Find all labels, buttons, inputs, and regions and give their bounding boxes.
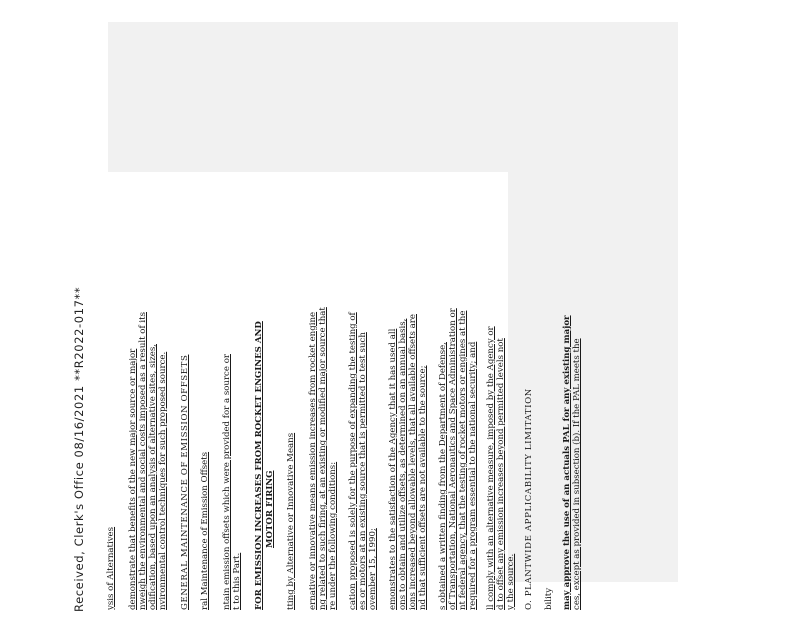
text-line: ions increased beyond allowable levels, that all available offsets are	[408, 314, 418, 610]
text-line: required for a program essential to the national security; and	[468, 341, 478, 610]
subheading-offsetting: tting by Alternative or Innovative Means	[286, 432, 296, 610]
section-heading-pal: O. PLANTWIDE APPLICABILITY LIMITATION	[524, 388, 534, 610]
text-line: ces, except as provided in subsection (b). If the PAL meets the	[572, 338, 582, 610]
text-line: odification, based upon an analysis of alternative sites, sizes,	[148, 344, 158, 610]
scanned-page	[72, 172, 582, 618]
text-line: nvironmental control techniques for such proposed source.	[158, 351, 168, 610]
heading-analysis-of-alternatives: ysis of Alternatives	[106, 526, 116, 610]
page-content	[72, 172, 582, 618]
text-line: nt federal agency, that the testing of rocket motors or engines at the	[458, 310, 468, 610]
text-line: ntain emission offsets which were provided for a source or	[222, 354, 232, 610]
section-heading-rocket-engines: FOR EMISSION INCREASES FROM ROCKET ENGINES AND	[254, 321, 264, 610]
text-line: emonstrates to the satisfaction of the Agency that it has used all	[388, 328, 398, 610]
receipt-stamp: Received, Clerk's Office 08/16/2021 **R2022-017**	[72, 286, 86, 612]
text-line: ng related to such firing, at an existing or modified major source that	[318, 307, 328, 610]
text-line: cation proposed is solely for the purpose of expanding the testing of	[348, 312, 358, 610]
text-line: nd that sufficient offsets are not available to the source;	[418, 365, 428, 610]
text-line: s obtained a written finding from the Department of Defense,	[438, 342, 448, 610]
text-line: y the source.	[506, 553, 516, 610]
text-line: may approve the use of an actuals PAL for any existing major	[562, 315, 572, 610]
text-line: es or motors at an existing source that is permitted to test such	[358, 332, 368, 610]
subheading-applicability: bility	[544, 587, 554, 610]
section-heading-rocket-engines-cont: MOTOR FIRING	[265, 470, 275, 548]
text-line: ll comply with an alternative measure, imposed by the Agency or	[486, 326, 496, 610]
section-heading-maintenance: GENERAL MAINTENANCE OF EMISSION OFFSETS	[180, 354, 190, 610]
subheading-maintenance: ral Maintenance of Emission Offsets	[200, 451, 210, 610]
text-line: nweigh the environmental and social costs imposed as a result of its	[138, 312, 148, 610]
text-line: d to offset any emission increases beyond permitted levels not	[496, 338, 506, 610]
text-line: demonstrate that benefits of the new major source or major	[128, 348, 138, 610]
text-line: ernative or innovative means emission increases from rocket engine	[308, 311, 318, 610]
text-line: ovember 15, 1990;	[368, 528, 378, 610]
text-line: ons to obtain and utilize offsets, as determined on an annual basis,	[398, 318, 408, 610]
text-line: re under the following conditions:	[328, 461, 338, 610]
text-line: of Transportation, National Aeronautics and Space Administration or	[448, 308, 458, 610]
text-line: t to this Part.	[232, 552, 242, 610]
